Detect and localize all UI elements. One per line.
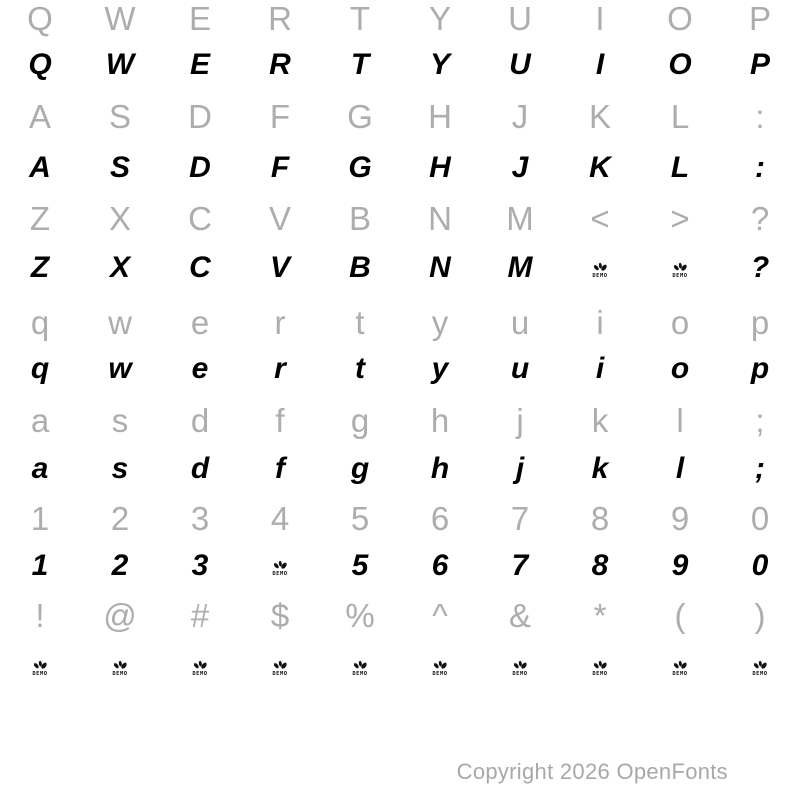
glyph-cell: J xyxy=(511,98,529,135)
glyph-cell: Z xyxy=(30,251,50,284)
glyph-cell: % xyxy=(345,597,375,634)
glyph-cell: h xyxy=(430,452,450,485)
glyph-cell: u xyxy=(510,304,530,341)
glyph-cell: 3 xyxy=(190,500,210,537)
glyph-cell: a xyxy=(30,402,50,439)
demo-splat-icon xyxy=(352,660,368,670)
glyph-cell: C xyxy=(189,251,211,284)
glyph-cell: 6 xyxy=(431,549,449,582)
glyph-cell: ^ xyxy=(432,597,448,634)
glyph-cell: P xyxy=(748,0,771,37)
glyph-row-fallback-4 xyxy=(0,202,800,235)
glyph-cell: r xyxy=(274,352,286,385)
glyph-cell: ; xyxy=(755,452,765,485)
glyph-cell: : xyxy=(755,151,765,184)
glyph-cell: s xyxy=(111,452,129,485)
demo-placeholder-glyph xyxy=(352,660,368,677)
glyph-cell: B xyxy=(349,251,371,284)
glyph-cell: A xyxy=(28,98,51,135)
glyph-cell: Y xyxy=(428,0,451,37)
glyph-cell: : xyxy=(755,98,765,135)
glyph-cell: Y xyxy=(429,48,450,81)
glyph-cell: 2 xyxy=(110,500,130,537)
demo-placeholder-label: DEMO xyxy=(512,671,528,677)
glyph-row-fallback-0 xyxy=(0,2,800,35)
glyph-cell: p xyxy=(750,352,770,385)
glyph-cell xyxy=(160,651,240,681)
glyph-row-specimen-3 xyxy=(0,153,800,183)
glyph-cell: 5 xyxy=(351,549,369,582)
demo-splat-icon xyxy=(672,660,688,670)
glyph-cell: O xyxy=(667,0,693,37)
demo-splat-icon xyxy=(432,660,448,670)
glyph-row-specimen-11 xyxy=(0,551,800,581)
glyph-cell: ! xyxy=(35,597,45,634)
glyph-cell: Z xyxy=(29,200,51,237)
glyph-cell: C xyxy=(188,200,212,237)
glyph-cell: 8 xyxy=(590,500,610,537)
glyph-cell xyxy=(560,651,640,681)
glyph-cell: @ xyxy=(103,597,137,634)
glyph-cell: q xyxy=(30,304,50,341)
glyph-cell: R xyxy=(269,48,291,81)
glyph-cell: 1 xyxy=(31,549,49,582)
glyph-cell: H xyxy=(429,151,451,184)
glyph-cell: w xyxy=(108,352,132,385)
glyph-row-specimen-7 xyxy=(0,354,800,384)
glyph-cell: F xyxy=(270,151,290,184)
glyph-cell: R xyxy=(268,0,292,37)
glyph-cell: d xyxy=(190,402,210,439)
glyph-cell: o xyxy=(670,304,690,341)
copyright-text: Copyright 2026 OpenFonts xyxy=(456,759,728,784)
glyph-cell: h xyxy=(430,402,450,439)
glyph-cell: d xyxy=(190,452,210,485)
glyph-cell: 6 xyxy=(430,500,450,537)
glyph-cell: S xyxy=(108,98,131,135)
glyph-cell: K xyxy=(588,98,611,135)
demo-placeholder-glyph xyxy=(752,660,768,677)
demo-placeholder-label: DEMO xyxy=(272,571,288,577)
glyph-cell: l xyxy=(676,402,684,439)
glyph-row-fallback-2 xyxy=(0,100,800,133)
glyph-cell: y xyxy=(431,304,449,341)
glyph-cell xyxy=(80,651,160,681)
glyph-row-fallback-12 xyxy=(0,599,800,632)
glyph-cell xyxy=(0,651,80,681)
demo-placeholder-label: DEMO xyxy=(432,671,448,677)
glyph-cell: u xyxy=(510,352,530,385)
glyph-cell: ( xyxy=(674,597,686,634)
glyph-cell: p xyxy=(750,304,770,341)
glyph-cell xyxy=(560,253,640,283)
demo-placeholder-glyph xyxy=(592,262,608,279)
glyph-row-fallback-6 xyxy=(0,306,800,339)
glyph-cell: e xyxy=(191,352,209,385)
glyph-cell: Q xyxy=(27,0,53,37)
demo-placeholder-label: DEMO xyxy=(672,273,688,279)
glyph-cell: j xyxy=(516,402,524,439)
glyph-cell: < xyxy=(590,200,610,237)
glyph-cell: 3 xyxy=(191,549,209,582)
glyph-cell: P xyxy=(749,48,770,81)
demo-placeholder-label: DEMO xyxy=(272,671,288,677)
glyph-cell: M xyxy=(506,200,534,237)
glyph-cell: l xyxy=(675,452,685,485)
glyph-cell: y xyxy=(431,352,449,385)
glyph-cell: S xyxy=(109,151,130,184)
demo-placeholder-glyph xyxy=(592,660,608,677)
demo-splat-icon xyxy=(592,660,608,670)
glyph-cell: ? xyxy=(750,200,770,237)
glyph-cell: t xyxy=(355,304,365,341)
glyph-cell: 0 xyxy=(751,549,769,582)
glyph-cell: X xyxy=(108,200,131,237)
demo-placeholder-glyph xyxy=(432,660,448,677)
glyph-cell: j xyxy=(515,452,525,485)
glyph-cell: J xyxy=(511,151,529,184)
glyph-cell: w xyxy=(108,304,132,341)
glyph-row-fallback-8 xyxy=(0,404,800,437)
glyph-cell: W xyxy=(104,0,136,37)
glyph-cell: U xyxy=(509,48,531,81)
demo-splat-icon xyxy=(192,660,208,670)
glyph-cell: 7 xyxy=(510,500,530,537)
glyph-cell: i xyxy=(596,304,604,341)
glyph-cell: 7 xyxy=(511,549,529,582)
demo-placeholder-glyph xyxy=(272,660,288,677)
glyph-cell: s xyxy=(111,402,129,439)
glyph-cell xyxy=(400,651,480,681)
glyph-cell: 9 xyxy=(670,500,690,537)
glyph-cell: I xyxy=(595,48,605,81)
glyph-row-specimen-1 xyxy=(0,50,800,80)
glyph-cell: B xyxy=(348,200,371,237)
glyph-cell: I xyxy=(595,0,605,37)
glyph-cell: $ xyxy=(270,597,290,634)
glyph-cell: > xyxy=(670,200,690,237)
glyph-cell xyxy=(240,551,320,581)
glyph-cell: ) xyxy=(754,597,766,634)
glyph-cell xyxy=(640,651,720,681)
demo-placeholder-glyph xyxy=(512,660,528,677)
glyph-cell: e xyxy=(190,304,210,341)
demo-splat-icon xyxy=(112,660,128,670)
glyph-row-specimen-5 xyxy=(0,253,800,283)
demo-splat-icon xyxy=(512,660,528,670)
demo-placeholder-label: DEMO xyxy=(592,273,608,279)
demo-placeholder-label: DEMO xyxy=(32,671,48,677)
demo-splat-icon xyxy=(752,660,768,670)
glyph-cell: 8 xyxy=(591,549,609,582)
glyph-cell: Q xyxy=(28,48,52,81)
glyph-cell: W xyxy=(105,48,135,81)
glyph-row-specimen-13 xyxy=(0,651,800,681)
glyph-cell: 0 xyxy=(750,500,770,537)
glyph-cell: f xyxy=(275,402,285,439)
glyph-cell: k xyxy=(591,402,609,439)
glyph-cell: # xyxy=(190,597,210,634)
glyph-cell: r xyxy=(274,304,286,341)
glyph-cell: A xyxy=(29,151,51,184)
glyph-cell: L xyxy=(670,98,690,135)
glyph-cell: F xyxy=(269,98,291,135)
glyph-cell: * xyxy=(593,597,607,634)
glyph-cell xyxy=(720,651,800,681)
demo-placeholder-label: DEMO xyxy=(752,671,768,677)
glyph-cell: 4 xyxy=(270,500,290,537)
demo-placeholder-glyph xyxy=(272,560,288,577)
glyph-cell: a xyxy=(31,452,49,485)
glyph-cell xyxy=(240,651,320,681)
glyph-cell: N xyxy=(429,251,451,284)
demo-placeholder-label: DEMO xyxy=(592,671,608,677)
glyph-cell: 9 xyxy=(671,549,689,582)
demo-placeholder-glyph xyxy=(192,660,208,677)
glyph-cell xyxy=(480,651,560,681)
demo-splat-icon xyxy=(272,560,288,570)
glyph-cell: E xyxy=(189,48,210,81)
glyph-cell: 5 xyxy=(350,500,370,537)
glyph-cell xyxy=(320,651,400,681)
glyph-cell: K xyxy=(589,151,611,184)
glyph-cell: G xyxy=(347,98,373,135)
glyph-cell: f xyxy=(275,452,285,485)
glyph-cell: D xyxy=(189,151,211,184)
glyph-row-specimen-9 xyxy=(0,454,800,484)
glyph-cell: i xyxy=(595,352,605,385)
glyph-cell: O xyxy=(668,48,692,81)
glyph-cell: T xyxy=(349,0,371,37)
demo-placeholder-label: DEMO xyxy=(192,671,208,677)
glyph-cell: U xyxy=(508,0,532,37)
glyph-cell: 2 xyxy=(111,549,129,582)
glyph-cell xyxy=(640,253,720,283)
demo-placeholder-label: DEMO xyxy=(672,671,688,677)
glyph-cell: T xyxy=(350,48,370,81)
glyph-cell: G xyxy=(348,151,372,184)
demo-placeholder-glyph xyxy=(672,262,688,279)
demo-splat-icon xyxy=(592,262,608,272)
glyph-cell: k xyxy=(591,452,609,485)
demo-placeholder-glyph xyxy=(32,660,48,677)
glyph-cell: N xyxy=(428,200,452,237)
glyph-row-fallback-10 xyxy=(0,502,800,535)
glyph-cell: H xyxy=(428,98,452,135)
glyph-cell: g xyxy=(350,402,370,439)
demo-placeholder-glyph xyxy=(112,660,128,677)
demo-splat-icon xyxy=(672,262,688,272)
demo-splat-icon xyxy=(272,660,288,670)
glyph-cell: ; xyxy=(755,402,765,439)
demo-placeholder-label: DEMO xyxy=(352,671,368,677)
glyph-cell: V xyxy=(269,251,290,284)
glyph-cell: E xyxy=(188,0,211,37)
glyph-cell: M xyxy=(507,251,533,284)
demo-placeholder-glyph xyxy=(672,660,688,677)
glyph-cell: L xyxy=(670,151,690,184)
demo-splat-icon xyxy=(32,660,48,670)
demo-placeholder-label: DEMO xyxy=(112,671,128,677)
glyph-cell: t xyxy=(355,352,365,385)
glyph-cell: X xyxy=(109,251,130,284)
glyph-cell: o xyxy=(670,352,690,385)
glyph-cell: V xyxy=(268,200,291,237)
glyph-cell: & xyxy=(508,597,531,634)
glyph-cell: g xyxy=(350,452,370,485)
glyph-cell: ? xyxy=(750,251,770,284)
glyph-cell: D xyxy=(188,98,212,135)
glyph-cell: 1 xyxy=(30,500,50,537)
glyph-cell: q xyxy=(30,352,50,385)
